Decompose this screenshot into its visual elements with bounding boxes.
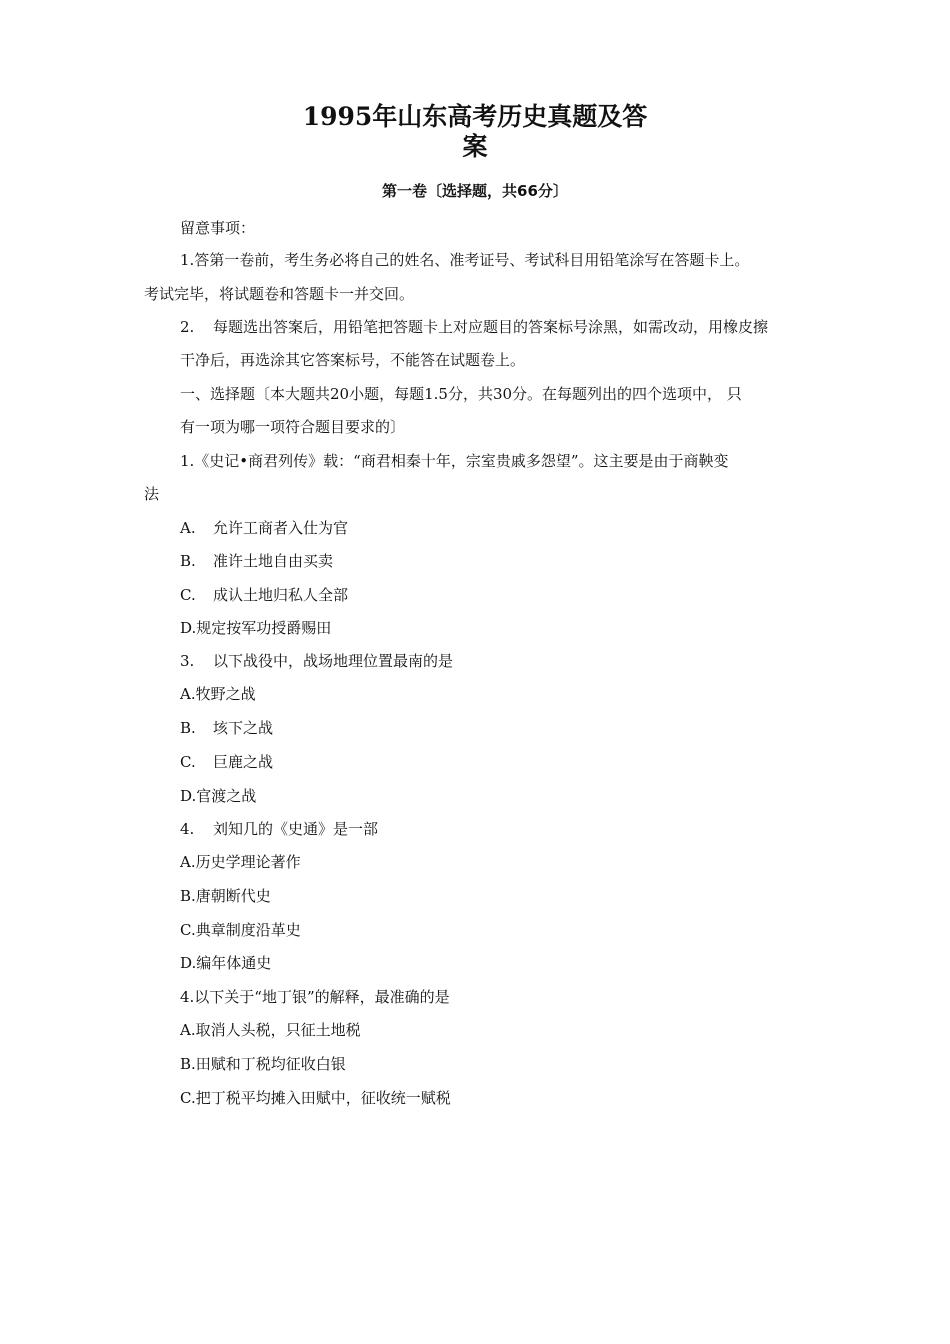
- option-text: 巨鹿之战: [213, 753, 274, 771]
- option-text: 准许土地自由买卖: [213, 552, 334, 570]
- question-4-option-b: B.唐朝断代史: [180, 887, 271, 905]
- notice-1-line-1: 1.答第一卷前，考生务必将自己的姓名、准考证号、考试科目用铅笔涂写在答题卡上。: [180, 251, 750, 269]
- title-line-1: 1995年山东高考历史真题及答: [302, 102, 648, 131]
- question-4: [180, 819, 378, 839]
- question-4-option-d: D.编年体通史: [180, 954, 272, 972]
- notice-2-line-2: 干净后，再选涂其它答案标号，不能答在试题卷上。: [180, 351, 526, 369]
- question-3-text: 以下战役中，战场地理位置最南的是: [213, 652, 454, 670]
- question-4-option-c: C.典章制度沿革史: [180, 921, 301, 939]
- question-1-option-a: [180, 518, 348, 538]
- notice-heading: 留意事项：: [180, 219, 256, 237]
- question-3-option-d: D.官渡之战: [180, 787, 257, 805]
- question-1-line-1: 1.《史记•商君列传》载：“商君相秦十年，宗室贵戚多怨望”。这主要是由于商鞅变: [180, 452, 729, 470]
- notice-2-number: 2.: [180, 318, 195, 336]
- option-letter: B.: [180, 552, 196, 570]
- question-4b-option-a: A.取消人头税，只征土地税: [180, 1021, 361, 1039]
- question-3: [180, 651, 453, 671]
- notice-1-line-2: 考试完毕，将试题卷和答题卡一并交回。: [144, 285, 415, 303]
- option-letter: C.: [180, 586, 196, 604]
- question-3-option-a: A.牧野之战: [180, 685, 256, 703]
- question-4-text: 刘知几的《史通》是一部: [213, 820, 379, 838]
- notice-2-text: 每题选出答案后，用铅笔把答题卡上对应题目的答案标号涂黑，如需改动，用橡皮擦: [213, 318, 769, 336]
- question-3-option-b: [180, 718, 273, 738]
- question-4b-option-b: B.田赋和丁税均征收白银: [180, 1055, 346, 1073]
- document-title: [250, 102, 700, 162]
- question-1-line-2: 法: [144, 485, 160, 503]
- question-4b-option-c: C.把丁税平均摊入田赋中，征收统一赋税: [180, 1089, 451, 1107]
- question-1-option-b: [180, 551, 333, 571]
- option-letter: B.: [180, 719, 196, 737]
- question-1-option-c: [180, 585, 348, 605]
- part-1-line-1: 一、选择题〔本大题共20小题，每题1.5分，共30分。在每题列出的四个选项中， 只: [180, 385, 742, 403]
- notice-2-line-1: [180, 317, 768, 337]
- question-4-option-a: A.历史学理论著作: [180, 853, 301, 871]
- option-text: 成认土地归私人全部: [213, 586, 349, 604]
- title-line-2: 案: [462, 132, 488, 161]
- question-1-option-d: D.规定按军功授爵赐田: [180, 619, 332, 637]
- question-3-option-c: [180, 752, 273, 772]
- question-3-number: 3.: [180, 652, 195, 670]
- question-4b: 4.以下关于“地丁银”的解释，最准确的是: [180, 988, 450, 1006]
- option-letter: A.: [180, 519, 196, 537]
- question-4-number: 4.: [180, 820, 195, 838]
- option-text: 允许工商者入仕为官: [213, 519, 349, 537]
- section-title: 第一卷〔选择题，共66分〕: [382, 182, 568, 200]
- option-letter: C.: [180, 753, 196, 771]
- option-text: 垓下之战: [213, 719, 274, 737]
- part-1-line-2: 有一项为哪一项符合题目要求的〕: [180, 418, 406, 436]
